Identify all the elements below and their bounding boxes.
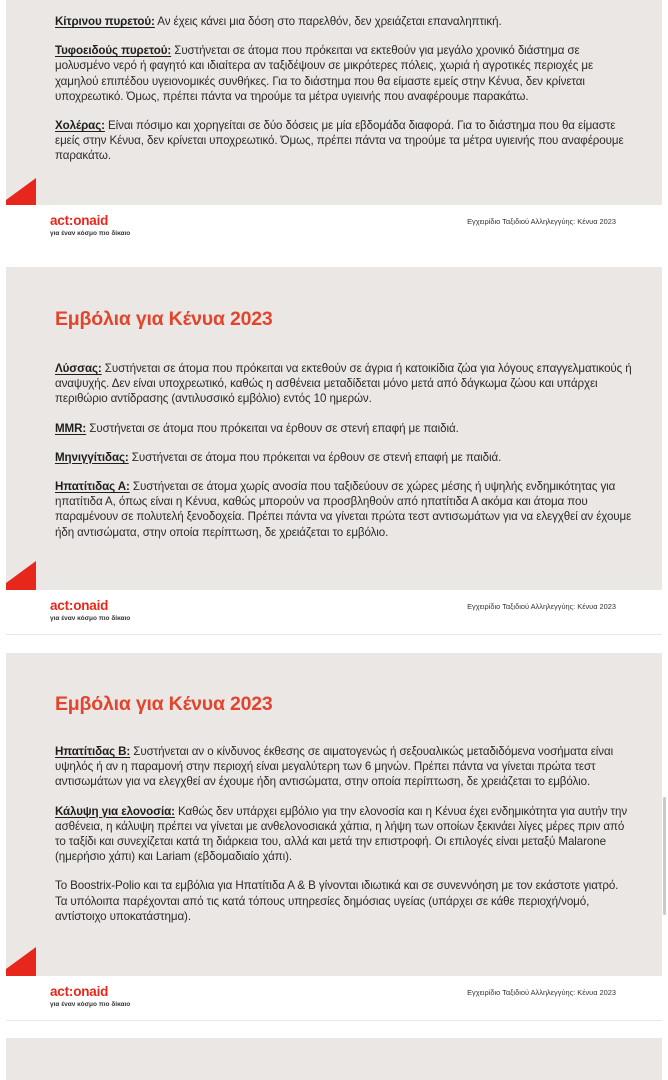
slide-1	[6, 0, 662, 249]
slide-4	[6, 1038, 662, 1080]
slide-2	[6, 267, 662, 635]
paragraph: Ηπατίτιδας Β: Συστήνεται αν ο κίνδυνος έκθεσης σε αιματογενώς ή σεξουαλικώς μεταδιδόμενα νοσήματα είναι υψηλός ή αν η παραμονή στην περιοχή είναι μεγαλύτερη των 6 μηνών. Πρέπει πάντα να γίνεται πρώτα τεστ αντισωμάτων για να ελεγχθεί αν έχουμε ήδη αντισώματα, στην οποία περίπτωση, δε χρειάζεται το εμβόλιο.	[55, 745, 614, 789]
paragraph: Ηπατίτιδας Α: Συστήνεται σε άτομα χωρίς ανοσία που ταξιδεύουν σε χώρες μέσης ή υψηλής ενδημικότητας για ηπατίτιδα Α, όπως είναι η Κένυα, καθώς μπορούν να προσβληθούν από ηπατίτιδα Α ακόμα και άτομα που παραμένουν σε πολυτελή ξενοδοχεία. Πρέπει πάντα να γίνεται πρώτα τεστ αντισωμάτων για να ελεγχθεί αν έχουμε ήδη αντισώματα, στην οποία περίπτωση, δε χρειάζεται το εμβόλιο.	[55, 480, 632, 539]
slide-3	[6, 653, 662, 1021]
slide-1-body	[55, 14, 632, 178]
paragraph: Λύσσας: Συστήνεται σε άτομα που πρόκειται να εκτεθούν σε άγρια ή κατοικίδια ζώα για λόγους επαγγελματικούς ή αναψυχής. Δεν είναι υποχρεωτικό, καθώς η ασθένεια μεταδίδεται μόνο μετά από δάγκωμα ζώου και υπάρχει περιθώριο αντίδρασης (αντιλυσσικό εμβόλιο) εντός 10 ημερών.	[55, 362, 632, 406]
guide-title: Εγχειρίδιο Ταξιδιού Αλληλεγγύης: Κένυα 2023	[467, 988, 616, 997]
scrollbar-thumb[interactable]	[663, 797, 666, 915]
guide-title: Εγχειρίδιο Ταξιδιού Αλληλεγγύης: Κένυα 2023	[467, 217, 616, 226]
paragraph: Το Boostrix-Polio και τα εμβόλια για Ηπατίτιδα Α & Β γίνονται ιδιωτικά και σε συνεννόηση με τον εκάστοτε γιατρό. Τα υπόλοιπα παρέχονται από τις κατά τόπους υπηρεσίες δημόσιας υγείας (υπάρχει σε κάθε περιοχή/νομό, αντίστοιχο υποκατάστημα).	[55, 879, 619, 923]
slide-footer	[6, 590, 662, 634]
paragraph: Κάλυψη για ελονοσία: Καθώς δεν υπάρχει εμβόλιο για την ελονοσία και η Κένυα έχει ενδημικότητα για αυτήν την ασθένεια, η κάλυψη πρέπει να γίνεται με ανθελονοσιακά χάπια, η λήψη των οποίων ξεκινάει λίγες μέρες πριν από το ταξίδι και συνεχίζεται κατά τη διάρκεια του, αλλά και μετά την επιστροφή. Οι επιλογές είναι μεταξύ Malarone (ημερήσιο χάπι) και Lariam (εβδομαδιαίο χάπι).	[55, 804, 628, 864]
guide-title: Εγχειρίδιο Ταξιδιού Αλληλεγγύης: Κένυα 2023	[467, 602, 616, 611]
paragraph: Κίτρινου πυρετού: Αν έχεις κάνει μια δόση στο παρελθόν, δεν χρειάζεται επαναληπτική.	[55, 15, 502, 28]
slide-footer	[6, 205, 662, 249]
logo-tagline: για έναν κόσμο πιο δίκαιο	[50, 1001, 131, 1008]
paragraph: MMR: Συστήνεται σε άτομα που πρόκειται να έρθουν σε στενή επαφή με παιδιά.	[55, 421, 459, 435]
slide-3-body	[55, 744, 632, 938]
logo-tagline: για έναν κόσμο πιο δίκαιο	[50, 615, 131, 622]
slide-title: Εμβόλια για Κένυα 2023	[55, 693, 273, 715]
logo-tagline: για έναν κόσμο πιο δίκαιο	[50, 230, 131, 237]
actionaid-logo: act:onaid	[50, 598, 109, 613]
actionaid-logo: act:onaid	[50, 213, 109, 228]
paragraph: Τυφοειδούς πυρετού: Συστήνεται σε άτομα που πρόκειται να εκτεθούν για μεγάλο χρονικό διάστημα σε μολυσμένο νερό ή φαγητό και ιδιαίτερα αν ταξιδέψουν σε μικρότερες πόλεις, χωριά ή αγροτικές περιοχές με χαμηλού επιπέδου υγειονομικές συνθήκες. Για το διάστημα που θα είμαστε εμείς στην Κένυα, δεν κρίνεται υποχρεωτικό. Όμως, πρέπει πάντα να τηρούμε τα μέτρα υγιεινής που αναφέρουμε παρακάτω.	[55, 44, 594, 103]
actionaid-logo: act:onaid	[50, 984, 109, 999]
paragraph: Μηνιγγίτιδας: Συστήνεται σε άτομα που πρόκειται να έρθουν σε στενή επαφή με παιδιά.	[55, 450, 502, 464]
slide-footer	[6, 976, 662, 1020]
paragraph: Χολέρας: Είναι πόσιμο και χορηγείται σε δύο δόσεις με μία εβδομάδα διαφορά. Για το διάστημα που θα είμαστε εμείς στην Κένυα, δεν κρίνεται υποχρεωτικό. Όμως, πρέπει πάντα να τηρούμε τα μέτρα υγιεινής που αναφέρουμε παρακάτω.	[55, 119, 624, 163]
slide-2-body	[55, 361, 632, 554]
slide-title: Εμβόλια για Κένυα 2023	[55, 308, 273, 330]
